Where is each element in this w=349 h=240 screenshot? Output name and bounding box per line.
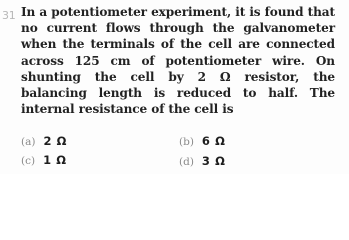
option-a-label: (a) xyxy=(21,136,36,148)
question-text: In a potentiometer experiment, it is found that no current flows through the galvanometer when the terminals of the cell are connected across 125 cm of potentiometer wire. On shunting the cell by 2 Ω resistor, the balancing length is reduced to half. The internal resistance of the cell is xyxy=(21,5,335,117)
option-b-value: 6 Ω xyxy=(201,134,226,148)
option-a[interactable] xyxy=(21,134,67,148)
question-number: 31 xyxy=(2,9,16,22)
option-b[interactable] xyxy=(179,134,226,148)
option-c-value: 1 Ω xyxy=(43,153,67,167)
option-d-label: (d) xyxy=(179,156,194,168)
option-c-label: (c) xyxy=(21,155,36,167)
option-d-value: 3 Ω xyxy=(201,154,226,168)
option-c[interactable] xyxy=(21,153,67,167)
option-d[interactable] xyxy=(179,154,226,168)
option-b-label: (b) xyxy=(179,136,194,148)
option-a-value: 2 Ω xyxy=(43,134,68,148)
